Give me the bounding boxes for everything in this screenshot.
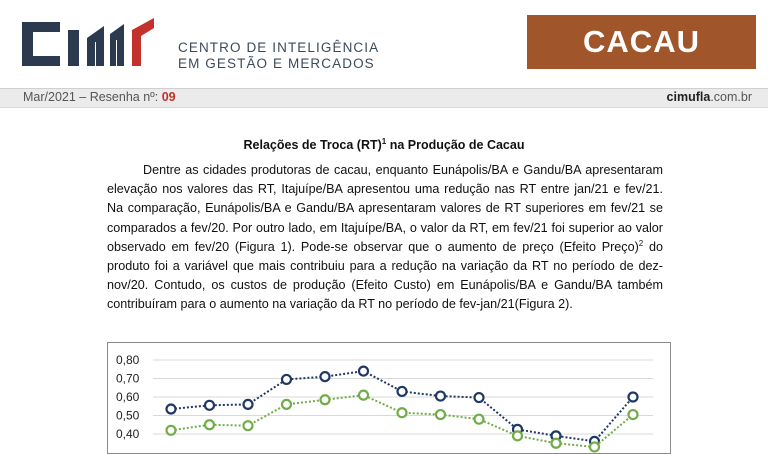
series-2-point bbox=[205, 420, 214, 429]
series-2-point bbox=[359, 391, 368, 400]
series-2-point bbox=[321, 395, 330, 404]
article-paragraph: Dentre as cidades produtoras de cacau, enquanto Eunápolis/BA e Gandu/BA apresentaram elevação nos valores das RT, Itajuípe/BA apresentou uma redução nas RT entre jan/21 e fev/21. Na comparação, Eunápolis/BA e Gandu/BA apresentaram valores de RT superiores em fev/21 se comparados a fev/20. Por outro lado, em Itajuípe/BA, o valor da RT, em fev/21 foi superior ao valor observado em fev/20 (Figura 1). Pode-se observar que o aumento de preço (Efeito Preço)$^2$ do produto foi a variável que mais contribuiu para a redução na variação da RT no período de dez-nov/20. Contudo, os custos de produção (Efeito Custo) em Eunápolis/BA e Gandu/BA também contribuíram para o aumento na variação da RT no período de fev-jan/21(Figura 2). bbox=[107, 163, 664, 312]
site-link[interactable] bbox=[667, 90, 752, 104]
series-1-point bbox=[167, 405, 176, 414]
header bbox=[0, 0, 768, 88]
y-tick-label: 0,80 bbox=[116, 353, 140, 367]
footnote-ref-2: 2 bbox=[638, 238, 644, 248]
organization-name bbox=[178, 40, 379, 72]
series-1-point bbox=[321, 372, 330, 381]
series-2-point bbox=[629, 410, 638, 419]
rt-chart bbox=[107, 342, 671, 454]
y-tick-label: 0,70 bbox=[116, 371, 140, 386]
series-2-point bbox=[513, 431, 522, 440]
series-1-point bbox=[205, 401, 214, 410]
series-2-point bbox=[552, 439, 561, 448]
article-title: Relações de Troca (RT)$^1$ na Produção de Cacau bbox=[243, 137, 525, 153]
series-1-point bbox=[282, 375, 291, 384]
org-line-2: EM GESTÃO E MERCADOS bbox=[178, 56, 375, 71]
issue-bar bbox=[0, 88, 768, 108]
series-1-point bbox=[244, 400, 253, 409]
y-tick-label: 0,50 bbox=[116, 408, 140, 423]
series-2-point bbox=[167, 426, 176, 435]
org-line-1: CENTRO DE INTELIGÊNCIA bbox=[178, 40, 380, 55]
cim-logo bbox=[20, 16, 170, 72]
series-1-point bbox=[629, 393, 638, 402]
series-2-point bbox=[475, 415, 484, 424]
series-line-2 bbox=[171, 395, 633, 447]
series-1-point bbox=[398, 387, 407, 396]
series-2-point bbox=[436, 410, 445, 419]
series-2-point bbox=[282, 400, 291, 409]
issue-info bbox=[23, 90, 176, 104]
series-1-point bbox=[475, 393, 484, 402]
series-2-point bbox=[590, 442, 599, 451]
series-2-point bbox=[244, 421, 253, 430]
product-tag: CACAU bbox=[527, 15, 756, 69]
y-tick-label: 0,40 bbox=[116, 427, 140, 441]
site-name: cimufla bbox=[666, 90, 711, 104]
issue-prefix: Mar/2021 – Resenha nº: bbox=[23, 90, 162, 104]
site-domain: .com.br bbox=[710, 90, 752, 104]
issue-number: 09 bbox=[161, 90, 176, 104]
series-1-point bbox=[359, 367, 368, 376]
y-tick-label: 0,60 bbox=[116, 390, 140, 404]
rt-line-chart bbox=[108, 343, 670, 453]
footnote-ref-1: 1 bbox=[381, 137, 387, 146]
series-2-point bbox=[398, 408, 407, 417]
series-1-point bbox=[436, 392, 445, 401]
